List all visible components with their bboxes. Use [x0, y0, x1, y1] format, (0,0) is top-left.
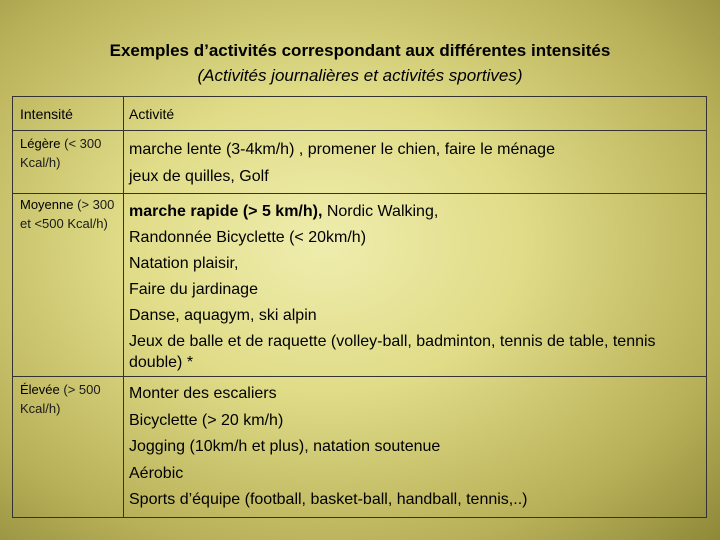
intensity-cell [13, 377, 124, 518]
intensity-range: (> 300 et <500 Kcal/h) [20, 197, 115, 231]
activity-item [129, 199, 702, 225]
activity-item: Aérobic [129, 464, 184, 482]
activity-item: Randonnée Bicyclette (< 20km/h) [129, 229, 367, 246]
table-row [13, 194, 707, 377]
activity-item: Danse, aquagym, ski alpin [129, 307, 317, 324]
activity-item: Natation plaisir, [129, 255, 239, 272]
intensity-name: Élevée [20, 382, 60, 397]
intensity-name: Légère [20, 136, 61, 151]
intensity-cell [13, 131, 124, 194]
activity-highlight: marche rapide (> 5 km/h), [129, 203, 323, 220]
activity-item: marche lente (3-4km/h) , promener le chien, faire le ménage [129, 141, 555, 158]
activity-cell [124, 131, 707, 194]
page-title: Exemples d’activités correspondant aux différentes intensités [109, 41, 611, 60]
header-intensity: Intensité [13, 97, 124, 131]
activity-cell [124, 377, 707, 518]
intensity-range: (> 500 Kcal/h) [20, 382, 101, 416]
activity-item: Bicyclette (> 20 km/h) [129, 411, 284, 429]
intensity-cell [13, 194, 124, 377]
table-header-row [13, 97, 707, 131]
header-activity: Activité [124, 97, 707, 131]
activity-cell [124, 194, 707, 377]
table-row [13, 377, 707, 518]
activity-item: Faire du jardinage [129, 281, 258, 298]
page-subtitle: (Activités journalières et activités sportives) [197, 66, 523, 85]
activity-item: Jogging (10km/h et plus), natation soutenue [129, 438, 441, 455]
activity-item: Sports d’équipe (football, basket-ball, handball, tennis,..) [129, 491, 528, 508]
table-row [13, 131, 707, 194]
activity-item: Monter des escaliers [129, 385, 277, 402]
intensity-name: Moyenne [20, 197, 74, 212]
intensity-range: (< 300 Kcal/h) [20, 136, 102, 170]
intensity-table [12, 96, 707, 518]
activity-item: Jeux de balle et de raquette (volley-ball, badminton, tennis de table, tennis double) * [129, 333, 656, 371]
activity-text: Nordic Walking, [322, 203, 439, 220]
activity-item: jeux de quilles, Golf [129, 168, 269, 185]
